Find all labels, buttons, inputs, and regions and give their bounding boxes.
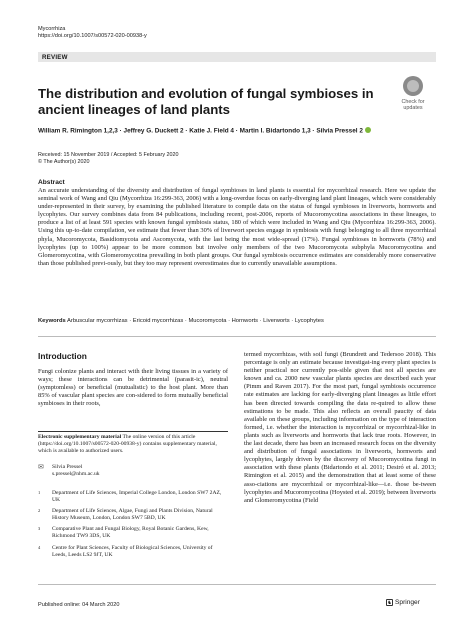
affiliation-item: 2 Department of Life Sciences, Algae, Fungi and Plants Division, Natural History Museum, London, London SW7 5BD, UK xyxy=(38,508,213,522)
intro-left-text: Fungi colonize plants and interact with their living tissues in a variety of ways; these interactions can be detrimental (parasit-ic), neutral (symptomless) or beneficial (mutualistic) to the host plant. More than 85% of vascular plant species are con-sidered to form mutually beneficial symbioses in their roots, xyxy=(38,368,228,408)
article-title: The distribution and evolution of fungal symbioses in ancient lineages of land plants xyxy=(38,86,374,117)
corresponding-email[interactable]: s.pressel@nhm.ac.uk xyxy=(52,471,100,477)
publisher-logo[interactable] xyxy=(386,599,420,606)
keywords-text: Arbuscular mycorrhizas · Ericoid mycorrhizas · Mucoromycota · Hornworts · Liverworts · Lycophytes xyxy=(67,318,324,324)
divider xyxy=(38,336,436,337)
footer-divider xyxy=(38,584,436,585)
affiliation-item: 3 Comparative Plant and Fungal Biology, Royal Botanic Gardens, Kew, Richmond TW9 3DS, UK xyxy=(38,526,209,540)
author-list xyxy=(38,127,438,136)
section-label: REVIEW xyxy=(42,53,68,61)
orcid-icon[interactable] xyxy=(365,127,371,133)
published-date: Published online: 04 March 2020 xyxy=(38,602,120,608)
keywords xyxy=(38,318,324,325)
journal-header xyxy=(38,26,147,40)
journal-doi[interactable]: https://doi.org/10.1007/s00572-020-00938-y xyxy=(38,33,147,39)
springer-horse-icon: ♞ xyxy=(387,600,392,606)
received-accepted: Received: 15 November 2019 / Accepted: 5 February 2020 xyxy=(38,152,179,158)
envelope-icon: ✉ xyxy=(38,463,44,471)
journal-name: Mycorrhiza xyxy=(38,26,66,32)
authors-text: William R. Rimington 1,2,3 · Jeffrey G. Duckett 2 · Katie J. Field 4 · Martin I. Bidartondo 1,3 · Silvia Pressel 2 xyxy=(38,127,363,135)
keywords-label: Keywords xyxy=(38,318,66,324)
abstract-text: An accurate understanding of the diversity and distribution of fungal symbioses in land plants is essential for mycorrhizal research. Here we update the seminal work of Wang and Qiu (Mycorrhiza 16:299-363, 2006) with a long-overdue focus on early-diverging land plant lineages, which were considerably under-represented in their survey, by examining the published literature to compile data on the status of fungal symbioses in liverworts, hornworts and lycophytes. Our survey combines data from 84 publications, including recent, post-2006, reports of Mucoromycotina associations in these lineages, to produce a list of at least 591 species with known fungal symbiosis status, 180 of which were included in Wang and Qiu (Mycorrhiza 16:299-363, 2006). Using this up-to-date compilation, we estimate that fewer than 30% of liverwort species engage in symbiosis with fungi belonging to all three mycorrhizal phyla, Mucoromycota, Basidiomycota and Ascomycota, with the last being the most wide-spread (17%). Fungal symbioses in hornworts (78%) and lycophytes (up to 100%) appear to be more common but involve only members of the two Mucoromycota subphyla Mucoromycotina and Glomeromycotina, with Glomeromycotina prevailing in both plant groups. Our fungal symbiosis occurrence estimates are considerably more conservative than those published previ-ously, but they too may represent overestimates due to currently unavailable assumptions. xyxy=(38,187,436,267)
affiliation-item: 4 Centre for Plant Sciences, Faculty of Biological Sciences, University of Leeds, Leeds LS2 9JT, UK xyxy=(38,544,213,558)
esm-text[interactable]: The online version of this article (https://doi.org/10.1007/s00572-020-00938-y) contains supplementary material, which is available to authorized users. xyxy=(38,434,217,455)
check-updates-icon xyxy=(403,76,423,96)
check-for-updates-badge[interactable] xyxy=(393,76,433,118)
abstract-heading: Abstract xyxy=(38,179,65,186)
badge-line2: updates xyxy=(403,105,423,112)
supplementary-note xyxy=(38,431,228,456)
article-dates xyxy=(38,152,179,166)
badge-line1: Check for xyxy=(401,99,425,105)
section-bar xyxy=(38,52,436,62)
corresponding-author: Silvia Pressel xyxy=(52,464,83,470)
affiliations xyxy=(38,490,228,563)
intro-heading: Introduction xyxy=(38,351,87,361)
intro-right-text: termed mycorrhizas, with soil fungi (Brundrett and Tedersoo 2018). This percentage is only an estimate because investigat-ing every plant species is neither practical nor currently pos-sible given that not all species are known and ca. 2000 new vascular plants species are described each year (Pimm and Raven 2017). For the most part, fungal symbiosis occurrence rate estimates are lacking for early-diverging plant lineages as little effort has been directed towards compiling the data re-quired to allow these estimations to be made. This also reflects an overall paucity of data available on these groups, including information on the type of interaction formed, i.e. whether the interaction is mycorrhizal or mycorrhizal-like in plants such as liverworts and hornworts that lack true roots. However, in the last decade, there has been an increased research focus on the diversity and distribution of fungal associations in liverworts, hornworts and lycophytes, largely driven by the discovery of Mucoromycotina fungi in association with these plants (Bidartondo et al. 2011; Desiró et al. 2013; Rimington et al. 2015) and the demonstration that at least some of these asso-ciations are mycorrhizal or mycorrhizal-like—i.e. those be-tween lycophytes and Mucoromycotina (Hoysted et al. 2019); between liverworts and Glomeromycotina (Field xyxy=(244,351,436,504)
esm-label: Electronic supplementary material xyxy=(38,434,122,440)
publisher-name: Springer xyxy=(395,599,420,606)
affiliation-item: 1 Department of Life Sciences, Imperial College London, London SW7 2AZ, UK xyxy=(38,490,222,504)
copyright: © The Author(s) 2020 xyxy=(38,159,90,165)
